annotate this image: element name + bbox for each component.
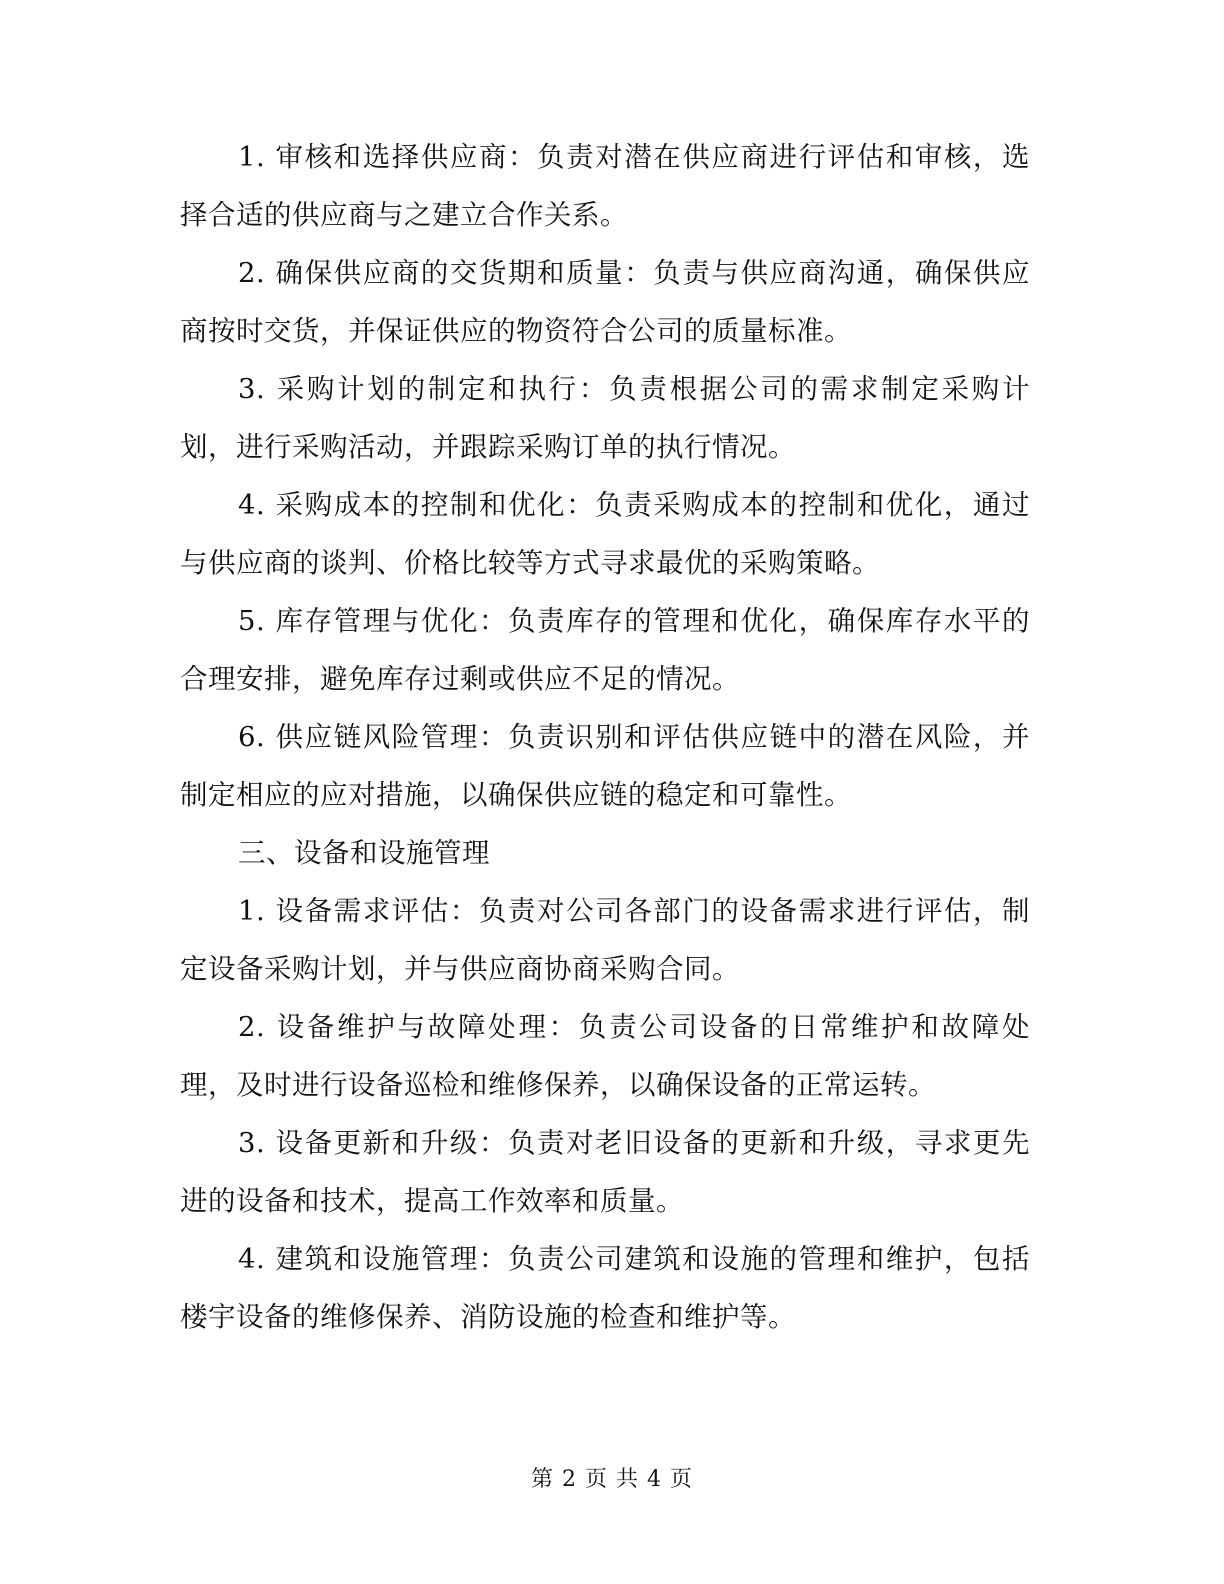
paragraph-supplier-review: 1. 审核和选择供应商：负责对潜在供应商进行评估和审核，选择合适的供应商与之建立合作关系。	[180, 141, 1030, 231]
paragraph-inventory: 5. 库存管理与优化：负责库存的管理和优化，确保库存水平的合理安排，避免库存过剩或供应不足的情况。	[180, 605, 1030, 695]
paragraph-equipment-maintenance: 2. 设备维护与故障处理：负责公司设备的日常维护和故障处理，及时进行设备巡检和维修保养，以确保设备的正常运转。	[180, 1011, 1030, 1101]
paragraph-supply-risk: 6. 供应链风险管理：负责识别和评估供应链中的潜在风险，并制定相应的应对措施，以确保供应链的稳定和可靠性。	[180, 721, 1030, 811]
section-heading-equipment: 三、设备和设施管理	[238, 837, 490, 869]
paragraph-cost-control: 4. 采购成本的控制和优化：负责采购成本的控制和优化，通过与供应商的谈判、价格比较等方式寻求最优的采购策略。	[180, 489, 1030, 579]
paragraph-facility-management: 4. 建筑和设施管理：负责公司建筑和设施的管理和维护，包括楼宇设备的维修保养、消防设施的检查和维护等。	[180, 1243, 1030, 1333]
page-body	[180, 128, 1030, 1346]
paragraph-delivery-quality: 2. 确保供应商的交货期和质量：负责与供应商沟通，确保供应商按时交货，并保证供应的物资符合公司的质量标准。	[180, 257, 1030, 347]
page-number-footer: 第 2 页 共 4 页	[531, 1467, 693, 1492]
paragraph-purchase-plan: 3. 采购计划的制定和执行：负责根据公司的需求制定采购计划，进行采购活动，并跟踪采购订单的执行情况。	[180, 373, 1030, 463]
paragraph-equipment-upgrade: 3. 设备更新和升级：负责对老旧设备的更新和升级，寻求更先进的设备和技术，提高工作效率和质量。	[180, 1127, 1030, 1217]
paragraph-equipment-needs: 1. 设备需求评估：负责对公司各部门的设备需求进行评估，制定设备采购计划，并与供应商协商采购合同。	[180, 895, 1030, 985]
